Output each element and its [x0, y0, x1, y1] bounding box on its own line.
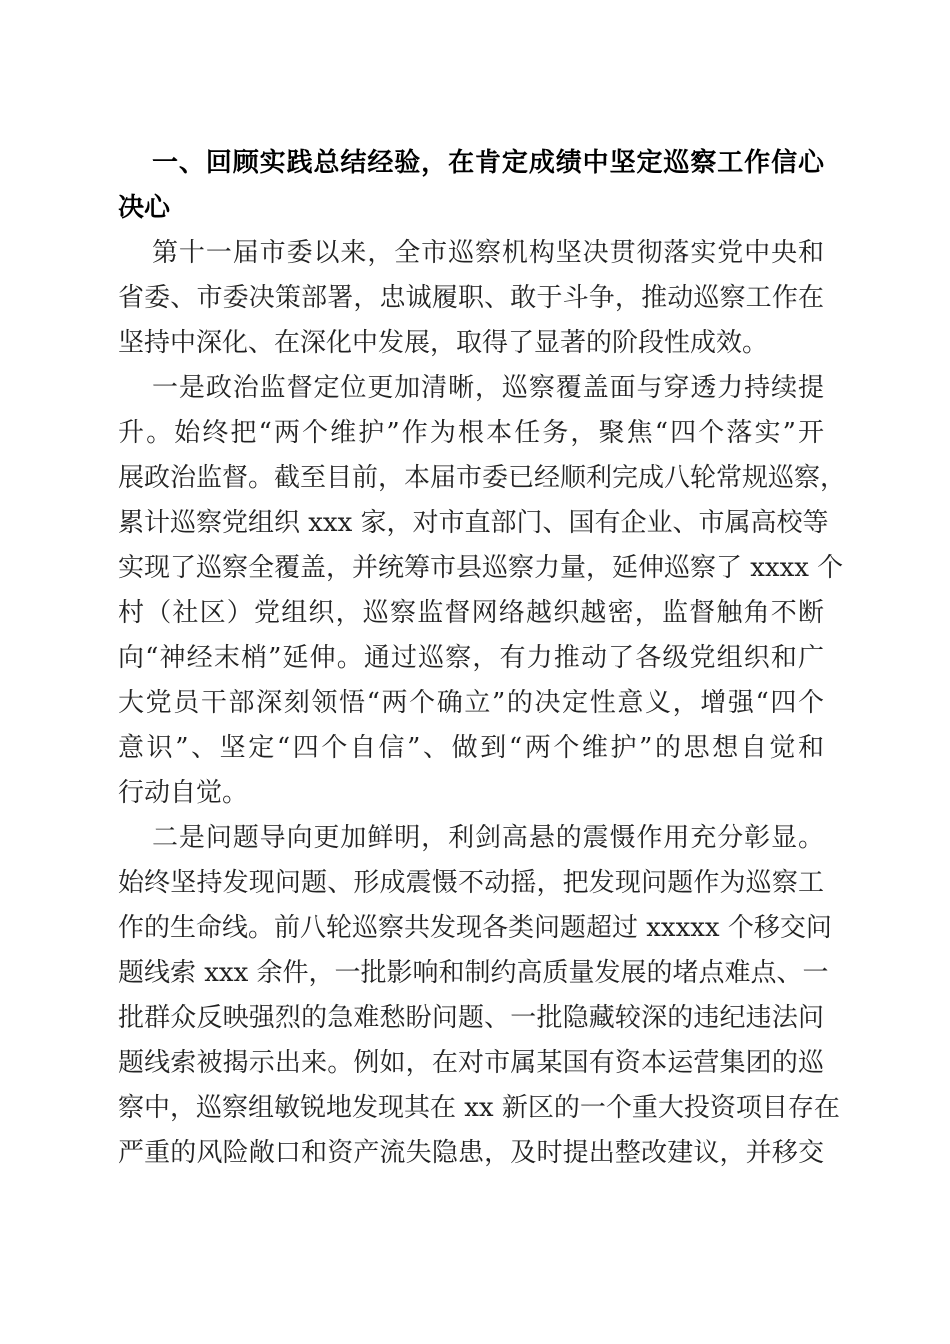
paragraph — [118, 231, 824, 366]
heading-line: 一、回顾实践总结经验，在肯定成绩中坚定巡察工作信心 — [152, 148, 824, 178]
paragraph — [118, 366, 847, 816]
paragraph-line: 察中，巡察组敏锐地发现其在 xx 新区的一个重大投资项目存在 — [118, 1093, 840, 1123]
paragraph-line: 大党员干部深刻领悟“两个确立”的决定性意义，增强“四个 — [118, 688, 824, 718]
document-page — [118, 141, 847, 1176]
heading-line: 决心 — [118, 193, 171, 223]
document-body — [118, 231, 847, 1176]
paragraph-line: 展政治监督。截至目前，本届市委已经顺利完成八轮常规巡察， — [118, 463, 847, 493]
paragraph-line: 作的生命线。前八轮巡察共发现各类问题超过 xxxxx 个移交问 — [118, 913, 832, 943]
paragraph-line: 省委、市委决策部署，忠诚履职、敢于斗争，推动巡察工作在 — [118, 283, 824, 313]
paragraph-line: 意识”、坚定“四个自信”、做到“两个维护”的思想自觉和 — [118, 733, 824, 763]
paragraph-line: 实现了巡察全覆盖，并统筹市县巡察力量，延伸巡察了 xxxx 个 — [118, 553, 844, 583]
paragraph-line: 升。始终把“两个维护”作为根本任务，聚焦“四个落实”开 — [118, 418, 824, 448]
paragraph-line: 向“神经末梢”延伸。通过巡察，有力推动了各级党组织和广 — [118, 643, 824, 673]
paragraph-line: 一是政治监督定位更加清晰，巡察覆盖面与穿透力持续提 — [152, 373, 824, 403]
paragraph-line: 村（社区）党组织，巡察监督网络越织越密，监督触角不断 — [118, 598, 824, 628]
section-heading — [118, 141, 824, 231]
paragraph-line: 二是问题导向更加鲜明，利剑高悬的震慑作用充分彰显。 — [152, 823, 824, 853]
paragraph-line: 行动自觉。 — [118, 778, 249, 808]
paragraph-line: 题线索被揭示出来。例如，在对市属某国有资本运营集团的巡 — [118, 1048, 824, 1078]
paragraph-line: 坚持中深化、在深化中发展，取得了显著的阶段性成效。 — [118, 328, 769, 358]
paragraph-line: 第十一届市委以来，全市巡察机构坚决贯彻落实党中央和 — [152, 238, 824, 268]
paragraph-line: 批群众反映强烈的急难愁盼问题、一批隐藏较深的违纪违法问 — [118, 1003, 824, 1033]
paragraph-line: 题线索 xxx 余件，一批影响和制约高质量发展的堵点难点、一 — [118, 958, 829, 988]
paragraph-line: 严重的风险敞口和资产流失隐患，及时提出整改建议，并移交 — [118, 1138, 824, 1168]
paragraph-line: 始终坚持发现问题、形成震慑不动摇，把发现问题作为巡察工 — [118, 868, 824, 898]
paragraph-line: 累计巡察党组织 xxx 家，对市直部门、国有企业、市属高校等 — [118, 508, 829, 538]
paragraph — [118, 816, 840, 1176]
